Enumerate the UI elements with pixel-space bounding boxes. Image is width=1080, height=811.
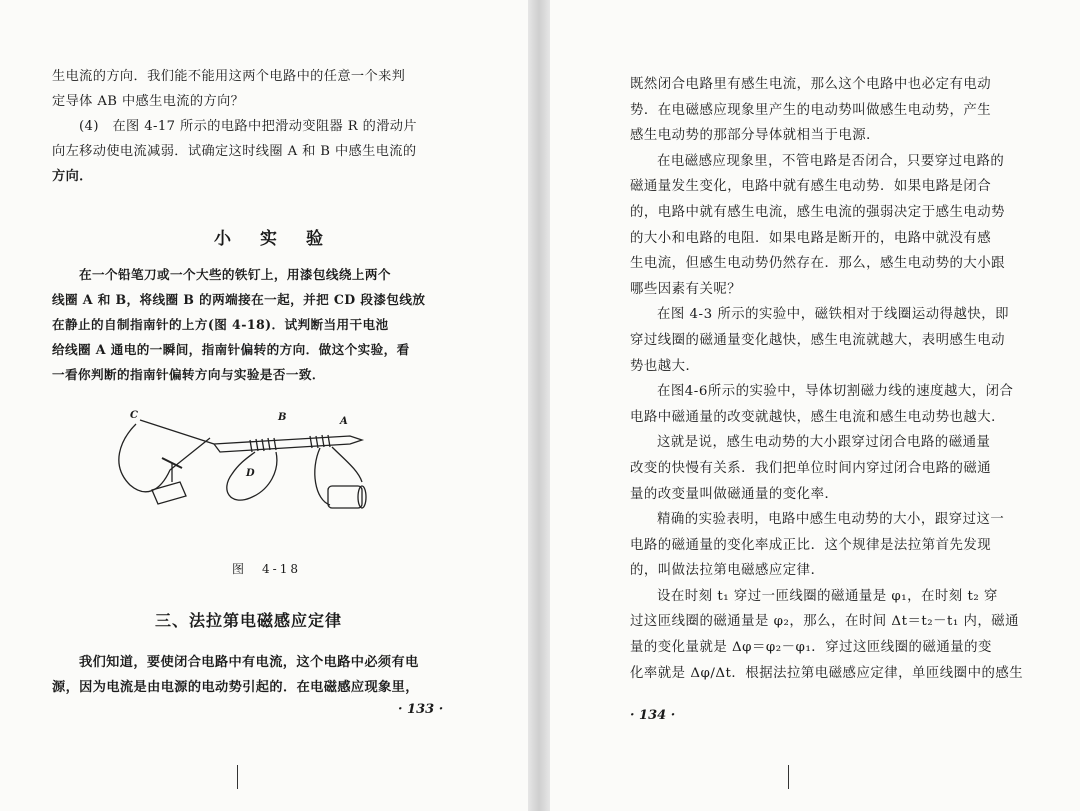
section-heading: 三、法拉第电磁感应定律 — [155, 611, 343, 630]
text-line: 线圈 A 和 B，将线圈 B 的两端接在一起，并把 CD 段漆包线放 — [52, 292, 426, 307]
text-line: 量的变化量就是 Δφ＝φ₂－φ₁．穿过这匝线圈的磁通量的变 — [630, 640, 992, 656]
page-number: · 133 · — [398, 702, 444, 717]
text-line: 给线圈 A 通电的一瞬间，指南针偏转的方向．做这个实验，看 — [52, 342, 410, 357]
text-line: 在图 4-3 所示的实验中，磁铁相对于线圈运动得越快，即 — [657, 307, 1010, 323]
figure-label-c: C — [130, 410, 138, 421]
figure-label-b: B — [278, 412, 287, 423]
battery-icon — [328, 486, 362, 508]
nail-icon — [214, 436, 362, 452]
right-page — [550, 0, 1080, 811]
text-line: 方向． — [52, 169, 93, 184]
figure-label-d: D — [246, 468, 255, 479]
text-line: 感生电动势的那部分导体就相当于电源． — [630, 128, 881, 144]
text-line: 在图4-6所示的实验中，导体切割磁力线的速度越大，闭合 — [657, 384, 1014, 400]
text-line: 定导体 AB 中感生电流的方向？ — [52, 94, 245, 109]
text-line: 穿过线圈的磁通量变化越快，感生电流就越大，表明感生电动 — [630, 332, 1006, 348]
text-line: 化率就是 Δφ/Δt．根据法拉第电磁感应定律，单匝线圈中的感生 — [630, 665, 1024, 681]
text-line: 我们知道，要使闭合电路中有电流，这个电路中必须有电 — [79, 655, 419, 670]
left-top-paragraph — [52, 64, 492, 189]
text-line: 电路中磁通量的改变就越快，感生电流和感生电动势也越大． — [630, 409, 1006, 425]
text-line: 源，因为电流是由电源的电动势引起的．在电磁感应现象里， — [52, 680, 419, 695]
experiment-paragraph — [52, 262, 492, 387]
figure-label-a: A — [340, 416, 348, 427]
text-line: 在一个铅笔刀或一个大些的铁钉上，用漆包线绕上两个 — [79, 267, 391, 282]
text-line: 势也越大． — [630, 358, 700, 374]
text-line: 的，电路中就有感生电流，感生电流的强弱决定于感生电动势 — [630, 204, 1006, 220]
text-line: 的大小和电路的电阻．如果电路是断开的，电路中就没有感 — [630, 230, 992, 246]
text-line: 电路的磁通量的变化率成正比．这个规律是法拉第首先发现 — [630, 537, 992, 553]
text-line: 在电磁感应现象里，不管电路是否闭合，只要穿过电路的 — [657, 153, 1005, 169]
text-line: 设在时刻 t₁ 穿过一匝线圈的磁通量是 φ₁，在时刻 t₂ 穿 — [657, 588, 998, 604]
left-bottom-paragraph — [52, 650, 492, 700]
text-line: (4) 在图 4-17 所示的电路中把滑动变阻器 R 的滑动片 — [79, 119, 417, 134]
page-number: · 134 · — [630, 708, 676, 723]
text-line: 精确的实验表明，电路中感生电动势的大小，跟穿过这一 — [657, 512, 1005, 528]
coil-compass-illustration — [100, 410, 380, 520]
text-line: 这就是说，感生电动势的大小跟穿过闭合电路的磁通量 — [657, 435, 991, 451]
text-line: 生电流，但感生电动势仍然存在．那么，感生电动势的大小跟 — [630, 256, 1006, 272]
text-line: 势．在电磁感应现象里产生的电动势叫做感生电动势，产生 — [630, 102, 992, 118]
text-line: 一看你判断的指南针偏转方向与实验是否一致． — [52, 367, 325, 382]
left-page — [0, 0, 528, 811]
page-gutter — [528, 0, 550, 811]
text-line: 的，叫做法拉第电磁感应定律． — [630, 563, 825, 579]
text-line: 量的改变量叫做磁通量的变化率． — [630, 486, 839, 502]
experiment-heading: 小 实 验 — [214, 229, 329, 249]
right-text-column — [630, 72, 1070, 686]
scan-mark — [788, 765, 789, 789]
text-line: 既然闭合电路里有感生电流，那么这个电路中也必定有电动 — [630, 77, 992, 92]
text-line: 向左移动使电流减弱．试确定这时线圈 A 和 B 中感生电流的 — [52, 144, 417, 159]
figure-caption: 图 4-18 — [232, 562, 301, 576]
wire-cd — [119, 424, 210, 492]
compass-base-icon — [152, 482, 186, 504]
text-line: 过这匝线圈的磁通量是 φ₂，那么，在时间 Δt＝t₂－t₁ 内，磁通 — [630, 614, 1020, 630]
figure-4-18 — [100, 410, 380, 520]
scan-mark — [237, 765, 238, 789]
text-line: 哪些因素有关呢？ — [630, 281, 742, 297]
text-line: 生电流的方向．我们能不能用这两个电路中的任意一个来判 — [52, 69, 406, 84]
text-line: 在静止的自制指南针的上方(图 4-18)．试判断当用干电池 — [52, 317, 389, 332]
text-line: 磁通量发生变化，电路中就有感生电动势．如果电路是闭合 — [630, 179, 992, 195]
text-line: 改变的快慢有关系．我们把单位时间内穿过闭合电路的磁通 — [630, 460, 992, 476]
